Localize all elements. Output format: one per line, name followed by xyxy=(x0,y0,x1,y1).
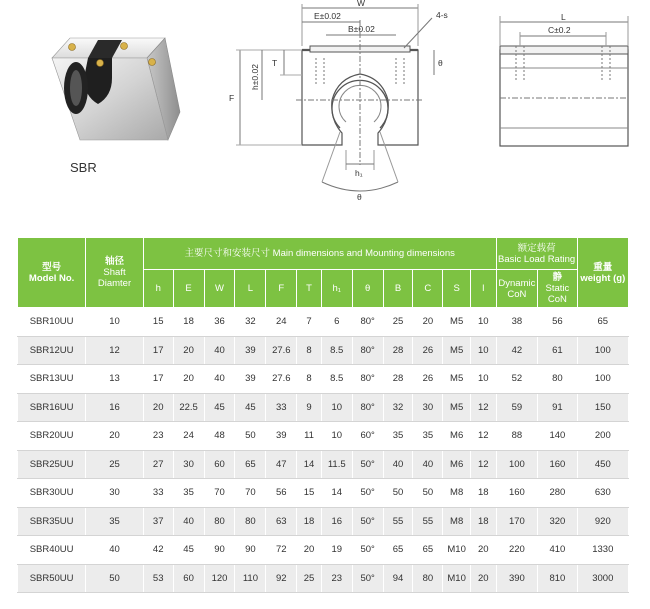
table-cell: M10 xyxy=(443,564,471,593)
table-cell: 8.5 xyxy=(321,365,352,394)
header-shaft-en: Shaft Diamter xyxy=(97,267,132,289)
table-cell: 28 xyxy=(383,365,413,394)
table-cell: 80 xyxy=(235,507,266,536)
table-cell: M8 xyxy=(443,479,471,508)
table-cell: 12 xyxy=(471,450,497,479)
table-cell: 17 xyxy=(143,336,173,365)
table-cell: 26 xyxy=(413,336,443,365)
table-cell: M5 xyxy=(443,336,471,365)
table-cell: 8.5 xyxy=(321,336,352,365)
table-cell: 20 xyxy=(173,365,204,394)
header-shaft-cn: 轴径 xyxy=(105,256,125,267)
table-cell: 65 xyxy=(413,536,443,565)
table-cell: 200 xyxy=(577,422,628,451)
table-cell: 50° xyxy=(352,536,383,565)
table-cell: 90 xyxy=(204,536,235,565)
header-load-cn: 额定载荷 xyxy=(517,242,556,254)
table-cell: 80 xyxy=(204,507,235,536)
table-cell: 45 xyxy=(204,393,235,422)
model-cell: SBR40UU xyxy=(18,536,86,565)
table-cell: 8 xyxy=(297,365,322,394)
table-cell: 91 xyxy=(538,393,577,422)
table-cell: 26 xyxy=(413,365,443,394)
table-cell: 20 xyxy=(86,422,144,451)
product-label: SBR xyxy=(70,160,97,175)
table-cell: 18 xyxy=(173,308,204,337)
table-cell: 40 xyxy=(204,365,235,394)
table-cell: 88 xyxy=(496,422,538,451)
dim-h: h±0.02 xyxy=(250,64,260,90)
table-cell: 24 xyxy=(266,308,297,337)
table-cell: 20 xyxy=(297,536,322,565)
table-cell: 100 xyxy=(577,365,628,394)
table-cell: 1330 xyxy=(577,536,628,565)
dim-T: T xyxy=(272,58,278,68)
header-dim-h1: h₁ xyxy=(321,270,352,308)
table-cell: 60° xyxy=(352,422,383,451)
dim-h1: h₁ xyxy=(355,168,363,178)
table-cell: 280 xyxy=(538,479,577,508)
table-cell: 50 xyxy=(86,564,144,593)
table-cell: 24 xyxy=(173,422,204,451)
model-cell: SBR30UU xyxy=(18,479,86,508)
table-cell: 920 xyxy=(577,507,628,536)
table-cell: 40 xyxy=(383,450,413,479)
table-cell: 35 xyxy=(86,507,144,536)
header-weight-cn: 重量 xyxy=(593,261,613,273)
table-cell: 12 xyxy=(471,422,497,451)
table-cell: 320 xyxy=(538,507,577,536)
dim-F: F xyxy=(229,93,235,103)
table-cell: 80° xyxy=(352,308,383,337)
table-cell: 15 xyxy=(297,479,322,508)
header-dim-E: E xyxy=(173,270,204,308)
table-cell: 42 xyxy=(143,536,173,565)
figures-area xyxy=(0,0,650,232)
table-cell: 50° xyxy=(352,450,383,479)
table-row xyxy=(18,422,629,451)
table-cell: 8 xyxy=(297,336,322,365)
table-cell: 170 xyxy=(496,507,538,536)
spec-table xyxy=(17,237,629,593)
table-cell: 47 xyxy=(266,450,297,479)
dim-theta: θ xyxy=(357,192,362,202)
table-cell: 80 xyxy=(538,365,577,394)
table-cell: 56 xyxy=(538,308,577,337)
model-cell: SBR16UU xyxy=(18,393,86,422)
table-cell: 52 xyxy=(496,365,538,394)
table-cell: 72 xyxy=(266,536,297,565)
table-cell: 33 xyxy=(143,479,173,508)
table-cell: 10 xyxy=(321,393,352,422)
table-row xyxy=(18,507,629,536)
header-weight xyxy=(577,238,628,308)
model-cell: SBR10UU xyxy=(18,308,86,337)
table-cell: 12 xyxy=(86,336,144,365)
table-cell: 10 xyxy=(321,422,352,451)
table-cell: 65 xyxy=(577,308,628,337)
table-cell: 50° xyxy=(352,479,383,508)
table-cell: 10 xyxy=(471,365,497,394)
table-cell: 61 xyxy=(538,336,577,365)
model-cell: SBR13UU xyxy=(18,365,86,394)
side-view-labels xyxy=(548,12,571,35)
model-cell: SBR25UU xyxy=(18,450,86,479)
header-dim-W: W xyxy=(204,270,235,308)
table-cell: 27.6 xyxy=(266,336,297,365)
table-cell: 32 xyxy=(383,393,413,422)
table-cell: 40 xyxy=(86,536,144,565)
table-row xyxy=(18,336,629,365)
table-cell: 20 xyxy=(471,536,497,565)
table-cell: M8 xyxy=(443,507,471,536)
dim-theta-side: θ xyxy=(438,58,443,68)
table-cell: 55 xyxy=(383,507,413,536)
table-cell: 19 xyxy=(321,536,352,565)
table-cell: 27 xyxy=(143,450,173,479)
table-cell: 22.5 xyxy=(173,393,204,422)
table-cell: M5 xyxy=(443,365,471,394)
table-cell: 630 xyxy=(577,479,628,508)
table-cell: M5 xyxy=(443,308,471,337)
table-cell: 18 xyxy=(297,507,322,536)
table-cell: 50° xyxy=(352,507,383,536)
table-cell: 70 xyxy=(235,479,266,508)
table-cell: 37 xyxy=(143,507,173,536)
model-cell: SBR12UU xyxy=(18,336,86,365)
header-static xyxy=(538,270,577,308)
table-cell: 40 xyxy=(204,336,235,365)
table-row xyxy=(18,536,629,565)
header-model-en: Model No. xyxy=(28,272,75,284)
header-dim-S: S xyxy=(443,270,471,308)
table-cell: 390 xyxy=(496,564,538,593)
table-cell: 35 xyxy=(383,422,413,451)
header-dim-h: h xyxy=(143,270,173,308)
table-cell: 42 xyxy=(496,336,538,365)
table-cell: 3000 xyxy=(577,564,628,593)
table-cell: 120 xyxy=(204,564,235,593)
table-cell: 16 xyxy=(321,507,352,536)
table-cell: 25 xyxy=(297,564,322,593)
table-cell: 80° xyxy=(352,393,383,422)
table-cell: 14 xyxy=(321,479,352,508)
table-row xyxy=(18,308,629,337)
table-cell: 50 xyxy=(383,479,413,508)
table-cell: 9 xyxy=(297,393,322,422)
table-cell: 33 xyxy=(266,393,297,422)
table-cell: 30 xyxy=(413,393,443,422)
header-dim-F: F xyxy=(266,270,297,308)
table-row xyxy=(18,479,629,508)
header-static-en: Static CoN xyxy=(545,283,570,305)
header-dynamic: Dynamic CoN xyxy=(496,270,538,308)
table-cell: 18 xyxy=(471,507,497,536)
header-static-cn: 静 xyxy=(552,272,563,283)
table-cell: 80° xyxy=(352,365,383,394)
table-cell: 10 xyxy=(86,308,144,337)
table-cell: 20 xyxy=(413,308,443,337)
table-cell: 20 xyxy=(471,564,497,593)
table-cell: M6 xyxy=(443,422,471,451)
table-cell: 60 xyxy=(204,450,235,479)
table-cell: 140 xyxy=(538,422,577,451)
table-row xyxy=(18,564,629,593)
model-cell: SBR50UU xyxy=(18,564,86,593)
table-cell: 36 xyxy=(204,308,235,337)
table-cell: 6 xyxy=(321,308,352,337)
table-cell: 20 xyxy=(173,336,204,365)
table-cell: 20 xyxy=(143,393,173,422)
table-cell: 160 xyxy=(538,450,577,479)
table-cell: 35 xyxy=(413,422,443,451)
table-cell: 220 xyxy=(496,536,538,565)
dim-W: W xyxy=(357,0,366,8)
dim-holes: 4-s xyxy=(436,10,448,20)
table-cell: 35 xyxy=(173,479,204,508)
table-cell: 45 xyxy=(173,536,204,565)
table-cell: 15 xyxy=(143,308,173,337)
table-cell: 48 xyxy=(204,422,235,451)
table-cell: 160 xyxy=(496,479,538,508)
table-cell: 45 xyxy=(235,393,266,422)
table-cell: 56 xyxy=(266,479,297,508)
header-dim-T: T xyxy=(297,270,322,308)
table-cell: 80 xyxy=(413,564,443,593)
table-cell: 65 xyxy=(383,536,413,565)
table-cell: 60 xyxy=(173,564,204,593)
model-cell: SBR20UU xyxy=(18,422,86,451)
table-cell: 410 xyxy=(538,536,577,565)
table-row xyxy=(18,393,629,422)
table-cell: 94 xyxy=(383,564,413,593)
table-cell: 63 xyxy=(266,507,297,536)
table-cell: 55 xyxy=(413,507,443,536)
table-cell: 12 xyxy=(471,393,497,422)
table-cell: 150 xyxy=(577,393,628,422)
table-cell: 50° xyxy=(352,564,383,593)
dim-E: E±0.02 xyxy=(314,11,341,21)
header-dim-theta: θ xyxy=(352,270,383,308)
table-cell: 13 xyxy=(86,365,144,394)
table-cell: 39 xyxy=(235,365,266,394)
table-cell: 11 xyxy=(297,422,322,451)
table-cell: 38 xyxy=(496,308,538,337)
table-cell: 50 xyxy=(235,422,266,451)
table-cell: 32 xyxy=(235,308,266,337)
table-cell: 10 xyxy=(471,336,497,365)
dim-L: L xyxy=(561,12,566,22)
table-cell: 40 xyxy=(173,507,204,536)
header-model xyxy=(18,238,86,308)
table-cell: 18 xyxy=(471,479,497,508)
table-cell: 100 xyxy=(496,450,538,479)
table-cell: 65 xyxy=(235,450,266,479)
product-photo xyxy=(52,38,180,140)
table-cell: 53 xyxy=(143,564,173,593)
table-cell: 39 xyxy=(235,336,266,365)
table-cell: M5 xyxy=(443,393,471,422)
table-cell: 28 xyxy=(383,336,413,365)
table-row xyxy=(18,365,629,394)
table-cell: 100 xyxy=(577,336,628,365)
table-cell: 30 xyxy=(173,450,204,479)
spec-table-body xyxy=(18,308,629,593)
header-main-dims: 主要尺寸和安装尺寸 Main dimensions and Mounting dimensions xyxy=(143,238,496,270)
table-cell: 90 xyxy=(235,536,266,565)
table-cell: 25 xyxy=(86,450,144,479)
header-load-en: Basic Load Rating xyxy=(498,253,576,265)
table-cell: 25 xyxy=(383,308,413,337)
front-view-labels xyxy=(229,0,448,202)
dim-C: C±0.2 xyxy=(548,25,571,35)
table-cell: 40 xyxy=(413,450,443,479)
table-cell: 11.5 xyxy=(321,450,352,479)
table-cell: 7 xyxy=(297,308,322,337)
header-shaft xyxy=(86,238,144,308)
table-cell: 110 xyxy=(235,564,266,593)
table-cell: 70 xyxy=(204,479,235,508)
table-cell: 92 xyxy=(266,564,297,593)
side-view-drawing xyxy=(500,16,628,146)
table-cell: 450 xyxy=(577,450,628,479)
header-dim-l: l xyxy=(471,270,497,308)
table-cell: 10 xyxy=(471,308,497,337)
table-cell: 59 xyxy=(496,393,538,422)
table-cell: M6 xyxy=(443,450,471,479)
table-cell: 17 xyxy=(143,365,173,394)
table-cell: 50 xyxy=(413,479,443,508)
front-view-drawing xyxy=(236,4,434,191)
header-dim-B: B xyxy=(383,270,413,308)
header-dim-L: L xyxy=(235,270,266,308)
table-cell: 16 xyxy=(86,393,144,422)
header-model-cn: 型号 xyxy=(42,261,62,273)
model-cell: SBR35UU xyxy=(18,507,86,536)
table-cell: 23 xyxy=(143,422,173,451)
table-cell: M10 xyxy=(443,536,471,565)
dim-B: B±0.02 xyxy=(348,24,375,34)
table-cell: 14 xyxy=(297,450,322,479)
table-cell: 80° xyxy=(352,336,383,365)
header-dim-C: C xyxy=(413,270,443,308)
header-load xyxy=(496,238,577,270)
header-weight-en: weight (g) xyxy=(580,272,626,284)
table-row xyxy=(18,450,629,479)
table-cell: 23 xyxy=(321,564,352,593)
table-cell: 27.6 xyxy=(266,365,297,394)
table-cell: 30 xyxy=(86,479,144,508)
table-cell: 810 xyxy=(538,564,577,593)
table-cell: 39 xyxy=(266,422,297,451)
